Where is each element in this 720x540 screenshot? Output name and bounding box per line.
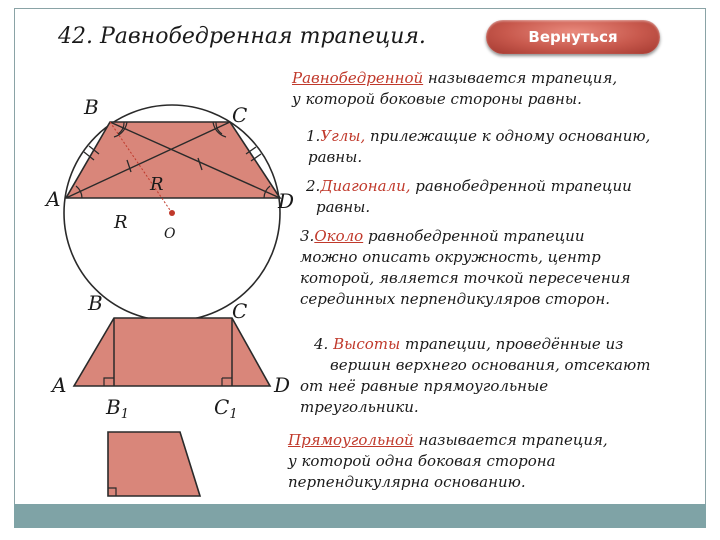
label-mid-a: A (52, 373, 67, 397)
label-top-c: C (232, 103, 248, 127)
property-2 (306, 176, 632, 218)
label-mid-b1: $B_1$ (106, 395, 129, 422)
page-title: 42. Равнобедренная трапеция. (58, 24, 426, 49)
right-def-term: Прямоугольной (288, 431, 414, 449)
label-top-a: A (46, 187, 61, 211)
prop1-line1: прилежащие к одному основанию, (365, 127, 651, 145)
definition-line1: называется трапеция, (423, 69, 618, 87)
right-trapezoid (108, 432, 200, 496)
prop3-term: Около (314, 227, 364, 245)
prop4-line1: трапеции, проведённые из (400, 335, 624, 353)
back-button[interactable]: Вернуться (486, 20, 660, 54)
prop1-line2: равны. (308, 148, 363, 166)
definition-line2: у которой боковые стороны равны. (292, 90, 582, 108)
right-trapezoid-figure (108, 432, 200, 496)
prop4-term: Высоты (333, 335, 401, 353)
label-radius-1: R (150, 174, 164, 195)
right-trapezoid-definition (288, 430, 608, 493)
label-mid-c: C (232, 299, 248, 323)
definition-term: Равнобедренной (292, 69, 424, 87)
prop4-line4: треугольники. (300, 398, 419, 416)
label-mid-b: B (88, 291, 103, 315)
label-mid-c1: $C_1$ (214, 395, 238, 422)
label-center-o: O (164, 226, 176, 242)
label-top-d: D (278, 189, 295, 213)
middle-trapezoid (74, 318, 270, 386)
prop3-line2: можно описать окружность, центр (300, 248, 601, 266)
inscribed-trapezoid-figure (64, 105, 280, 321)
prop3-line4: серединных перпендикуляров сторон. (300, 290, 611, 308)
prop1-number: 1. (306, 127, 321, 145)
property-3 (300, 226, 630, 310)
label-mid-d: D (274, 373, 291, 397)
prop4-line3: от неё равные прямоугольные (300, 377, 549, 395)
prop3-line1: равнобедренной трапеции (363, 227, 585, 245)
property-1 (306, 126, 650, 168)
prop2-line2: равны. (316, 198, 371, 216)
center-point (169, 210, 175, 216)
label-radius-2: R (114, 212, 128, 233)
property-4 (300, 334, 650, 418)
prop2-number: 2. (306, 177, 321, 195)
definition-text (292, 68, 617, 110)
prop4-line2: вершин верхнего основания, отсекают (330, 356, 651, 374)
right-def-line1: называется трапеция, (413, 431, 608, 449)
prop3-number: 3. (300, 227, 315, 245)
prop3-line3: которой, является точкой пересечения (300, 269, 631, 287)
prop4-number: 4. (314, 335, 329, 353)
right-def-line2: у которой одна боковая сторона (288, 452, 556, 470)
right-def-line3: перпендикулярна основанию. (288, 473, 526, 491)
prop1-term: Углы, (320, 127, 366, 145)
prop2-line1: равнобедренной трапеции (410, 177, 632, 195)
prop2-term: Диагонали, (320, 177, 411, 195)
label-top-b: B (84, 95, 99, 119)
heights-trapezoid-figure (74, 318, 270, 386)
